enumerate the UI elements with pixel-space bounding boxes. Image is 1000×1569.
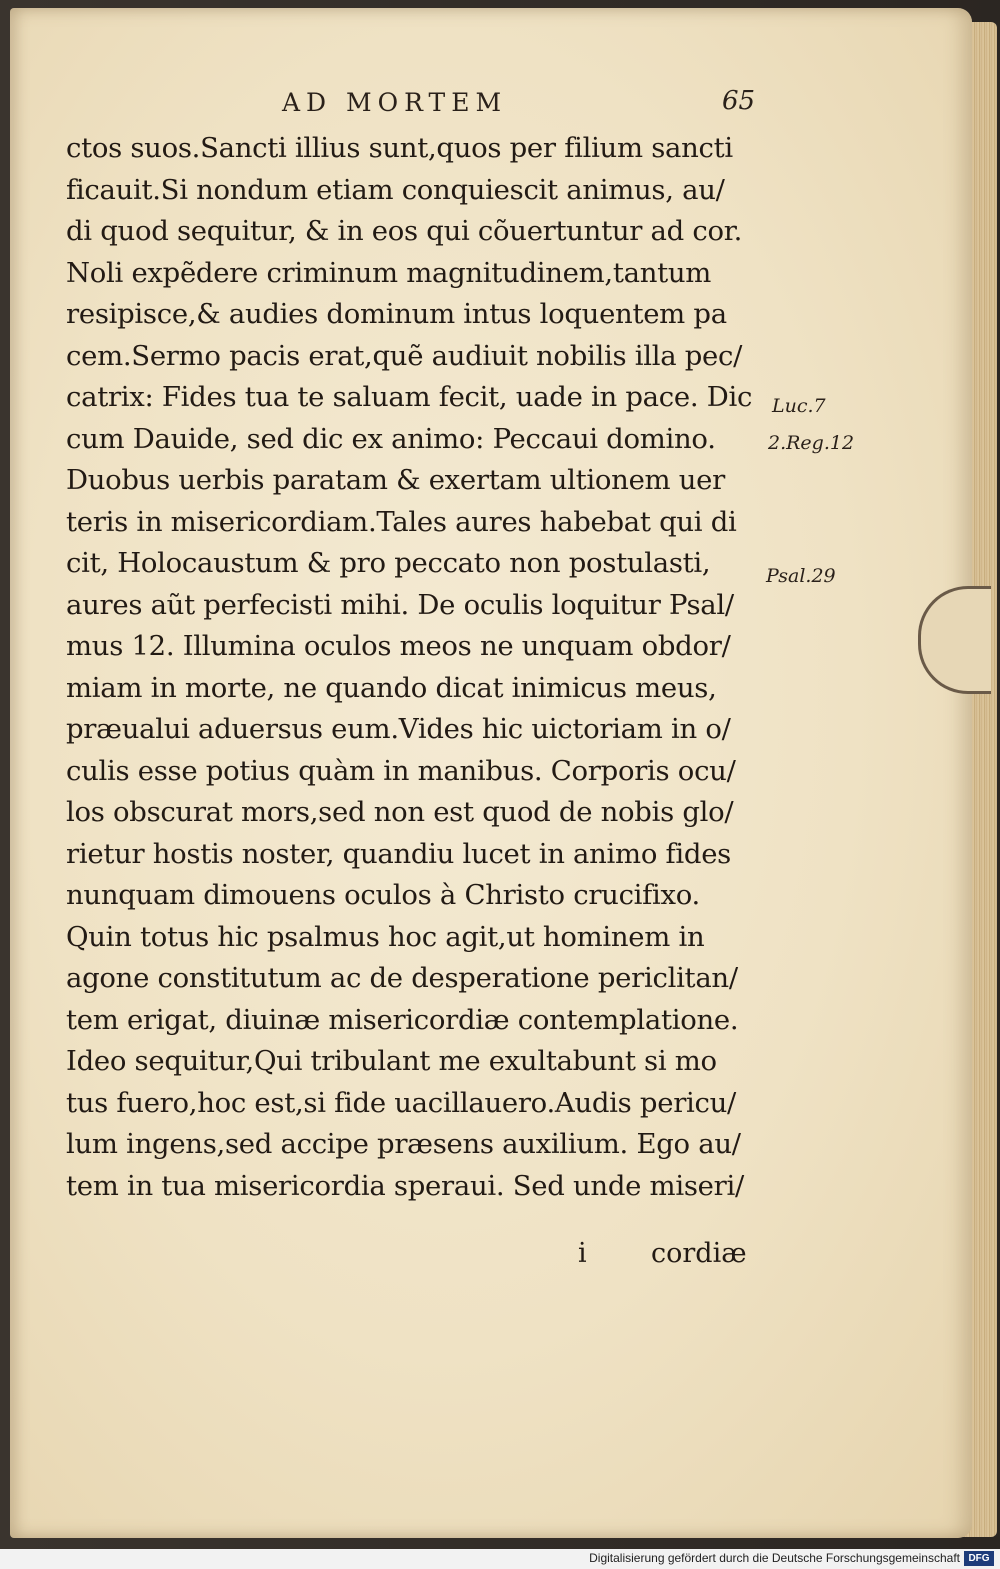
text-line: rietur hostis noster, quandiu lucet in animo fides bbox=[66, 837, 731, 870]
text-line: nunquam dimouens oculos à Christo crucifixo. bbox=[66, 879, 700, 911]
text-line: los obscurat mors,sed non est quod de nobis glo/ bbox=[66, 796, 734, 828]
footer-bar bbox=[0, 1549, 1000, 1569]
text-line: ficauit.Si nondum etiam conquiescit animus, au/ bbox=[66, 173, 725, 206]
catchword-row bbox=[66, 1238, 756, 1278]
catchword: cordiæ bbox=[651, 1238, 747, 1269]
text-line: agone constitutum ac de desperatione periclitan/ bbox=[66, 962, 738, 994]
text-line: lum ingens,sed accipe præsens auxilium. Ego au/ bbox=[66, 1128, 741, 1160]
footer-credit: Digitalisierung gefördert durch die Deutsche Forschungsgemeinschaft bbox=[589, 1551, 960, 1565]
text-line: præualui aduersus eum.Vides hic uictoriam in o/ bbox=[66, 713, 731, 745]
text-line: Ideo sequitur,Qui tribulant me exultabunt si mo bbox=[66, 1045, 717, 1077]
text-line: culis esse potius quàm in manibus. Corporis ocu/ bbox=[66, 754, 736, 787]
text-line: Quin totus hic psalmus hoc agit,ut hominem in bbox=[66, 920, 705, 953]
marginal-note-psal: Psal.29 bbox=[766, 565, 836, 587]
text-line: tem erigat, diuinæ misericordiæ contemplatione. bbox=[66, 1003, 739, 1036]
text-line: teris in misericordiam.Tales aures habebat qui di bbox=[66, 505, 737, 538]
text-line: di quod sequitur, & in eos qui cõuertuntur ad cor. bbox=[66, 215, 743, 247]
text-line: cem.Sermo pacis erat,quẽ audiuit nobilis illa pec/ bbox=[66, 339, 743, 372]
text-line: catrix: Fides tua te saluam fecit, uade in pace. Dic bbox=[66, 381, 753, 413]
page-number: 65 bbox=[722, 86, 756, 116]
text-line: cit, Holocaustum & pro peccato non postulasti, bbox=[66, 547, 711, 579]
text-line: Duobus uerbis paratam & exertam ultionem uer bbox=[66, 464, 726, 496]
text-block bbox=[66, 128, 766, 1207]
signature-mark: i bbox=[578, 1238, 587, 1269]
marginal-note-luc: Luc.7 bbox=[772, 395, 826, 417]
text-line: resipisce,& audies dominum intus loquentem pa bbox=[66, 298, 727, 330]
text-line: ctos suos.Sancti illius sunt,quos per filium sancti bbox=[66, 132, 733, 164]
text-line: cum Dauide, sed dic ex animo: Peccaui domino. bbox=[66, 422, 716, 455]
running-head: AD MORTEM bbox=[282, 88, 508, 117]
text-line: mus 12. Illumina oculos meos ne unquam obdor/ bbox=[66, 630, 731, 662]
page-clip bbox=[918, 586, 991, 694]
text-line: miam in morte, ne quando dicat inimicus meus, bbox=[66, 671, 717, 704]
text-line: tem in tua misericordia speraui. Sed unde miseri/ bbox=[66, 1169, 744, 1202]
text-line: tus fuero,hoc est,si fide uacillauero.Audis pericu/ bbox=[66, 1086, 737, 1119]
dfg-logo: DFG bbox=[964, 1551, 994, 1566]
text-line: aures aũt perfecisti mihi. De oculis loquitur Psal/ bbox=[66, 588, 734, 621]
marginal-note-reg: 2.Reg.12 bbox=[768, 432, 855, 454]
text-line: Noli expẽdere criminum magnitudinem,tantum bbox=[66, 256, 712, 289]
